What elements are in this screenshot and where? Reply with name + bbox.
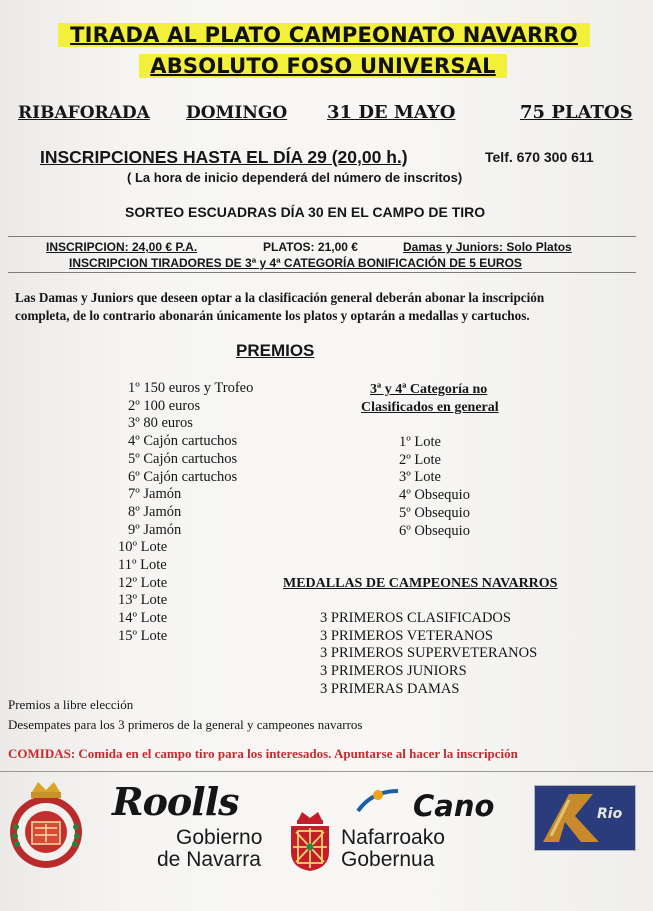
list-item: 3º Lote	[399, 469, 441, 486]
list-item: 6º Obsequio	[399, 522, 470, 539]
start-time-note: ( La hora de inicio dependerá del número de inscritos)	[127, 170, 463, 185]
fee-plates: PLATOS: 21,00 €	[263, 240, 358, 254]
cano-swoosh-icon	[354, 785, 414, 817]
list-item: 3º 80 euros	[128, 415, 193, 432]
fee-ladies: Damas y Juniors: Solo Platos	[403, 240, 572, 254]
list-item: 13º Lote	[118, 592, 168, 609]
category-heading-2: Clasificados en general	[361, 400, 499, 415]
list-item: 5º Obsequio	[399, 504, 470, 521]
divider-top	[8, 236, 636, 237]
notice-line-2: completa, de lo contrario abonarán únicamente los platos y optarán a medallas y cartuchos.	[15, 308, 530, 323]
list-item: 3 PRIMEROS SUPERVETERANOS	[320, 645, 538, 662]
fee-bonus: INSCRIPCION TIRADORES DE 3ª y 4ª CATEGORÍA BONIFICACIÓN DE 5 EUROS	[69, 256, 522, 270]
list-item: 1º 150 euros y Trofeo	[128, 380, 254, 396]
list-item: 9º Jamón	[128, 521, 182, 538]
footer-divider	[0, 771, 653, 772]
list-item: 5º Cajón cartuchos	[128, 450, 238, 467]
registration-deadline: INSCRIPCIONES HASTA EL DÍA 29 (20,00 h.)	[40, 147, 408, 167]
list-item: 6º Cajón cartuchos	[128, 468, 238, 485]
phone-number: Telf. 670 300 611	[485, 149, 594, 165]
title-line-1: TIRADA AL PLATO CAMPEONATO NAVARRO	[58, 23, 590, 47]
cano-logo: Cano	[413, 789, 495, 823]
divider-bottom	[8, 272, 636, 273]
list-item: 3 PRIMERAS DAMAS	[320, 680, 460, 697]
fee-inscription: INSCRIPCION: 24,00 € P.A.	[46, 240, 198, 254]
roolls-logo: Roolls	[112, 779, 239, 824]
list-item: 3 PRIMEROS VETERANOS	[320, 627, 493, 644]
list-item: 14º Lote	[118, 610, 168, 627]
category-heading-1: 3ª y 4ª Categoría no	[370, 382, 488, 397]
meals-text: Comida en el campo tiro para los interesados. Apuntarse al hacer la inscripción	[78, 746, 518, 761]
rio-logo	[534, 785, 636, 851]
prizes-heading: PREMIOS	[236, 341, 315, 360]
list-item: 3 PRIMEROS JUNIORS	[320, 663, 467, 680]
de-navarra-label: de Navarra	[157, 848, 261, 871]
list-item: 10º Lote	[118, 539, 168, 556]
meals-note	[8, 746, 518, 762]
federation-crest-logo	[5, 778, 87, 870]
list-item: 2º Lote	[399, 451, 441, 468]
list-item: 4º Cajón cartuchos	[128, 433, 238, 450]
medals-list	[320, 610, 537, 699]
navarra-shield-icon	[288, 810, 332, 872]
list-item: 2º 100 euros	[128, 397, 201, 414]
free-choice-note: Premios a libre elección	[8, 697, 134, 712]
tiebreak-note: Desempates para los 3 primeros de la general y campeones navarros	[8, 717, 363, 732]
category-prizes-list	[399, 434, 470, 540]
list-item: 1º Lote	[399, 434, 441, 450]
event-targets: 75 PLATOS	[520, 102, 633, 123]
notice-line-1: Las Damas y Juniors que deseen optar a la clasificación general deberán abonar la inscripción	[15, 290, 545, 305]
list-item: 11º Lote	[118, 557, 167, 574]
list-item: 8º Jamón	[128, 503, 182, 520]
medals-heading: MEDALLAS DE CAMPEONES NAVARROS	[283, 576, 558, 591]
list-item: 7º Jamón	[128, 486, 182, 503]
nafarroako-label: Nafarroako	[341, 826, 445, 849]
list-item: 4º Obsequio	[399, 487, 470, 504]
list-item: 15º Lote	[118, 627, 168, 644]
list-item: 12º Lote	[118, 574, 168, 591]
gobierno-label: Gobierno	[176, 826, 263, 849]
general-prizes-list	[118, 380, 253, 646]
title-line-2: ABSOLUTO FOSO UNIVERSAL	[139, 54, 507, 78]
squad-draw: SORTEO ESCUADRAS DÍA 30 EN EL CAMPO DE TIRO	[125, 204, 486, 220]
gobernua-label: Gobernua	[341, 848, 435, 871]
event-place: RIBAFORADA	[18, 103, 150, 123]
event-date: 31 DE MAYO	[327, 102, 456, 123]
rio-label: Rio	[597, 806, 623, 822]
list-item: 3 PRIMEROS CLASIFICADOS	[320, 610, 511, 626]
meals-label: COMIDAS:	[8, 746, 76, 761]
event-day: DOMINGO	[186, 103, 288, 123]
